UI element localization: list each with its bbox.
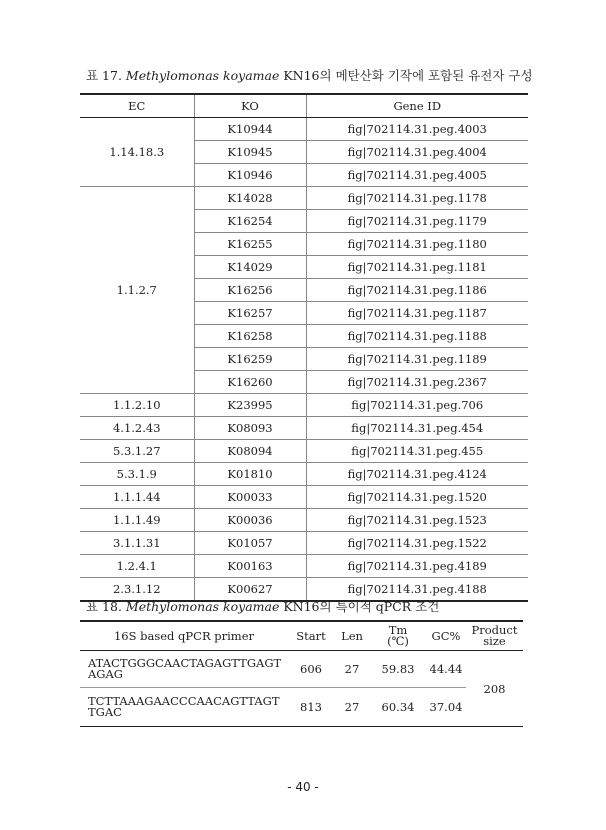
ko-cell: K16259 [194,348,306,371]
gene-id-cell: fig|702114.31.peg.1189 [306,348,528,371]
ec-cell: 3.1.1.31 [80,532,194,555]
ko-cell: K10946 [194,164,306,187]
start-cell: 813 [288,688,334,727]
ko-cell: K16258 [194,325,306,348]
ko-cell: K16256 [194,279,306,302]
ec-cell: 5.3.1.9 [80,463,194,486]
tm-cell: 59.83 [370,651,426,688]
table-row [80,532,528,555]
gene-id-cell: fig|702114.31.peg.4005 [306,164,528,187]
gene-id-cell: fig|702114.31.peg.4188 [306,578,528,602]
table-row [80,187,528,210]
gene-id-cell: fig|702114.31.peg.1181 [306,256,528,279]
table-row [80,417,528,440]
ko-cell: K14029 [194,256,306,279]
header-primer: 16S based qPCR primer [80,621,288,651]
caption-species: Methylomonas koyamae [125,68,280,83]
caption-species: Methylomonas koyamae [125,599,280,614]
ko-cell: K16260 [194,371,306,394]
table-row [80,118,528,141]
gene-id-cell: fig|702114.31.peg.4124 [306,463,528,486]
gene-id-cell: fig|702114.31.peg.1179 [306,210,528,233]
gene-id-cell: fig|702114.31.peg.1186 [306,279,528,302]
header-tm: Tm (℃) [370,621,426,651]
header-ko: KO [194,94,306,118]
table18-caption [86,597,439,615]
ec-cell: 1.1.1.44 [80,486,194,509]
ko-cell: K00033 [194,486,306,509]
ec-cell: 1.14.18.3 [80,118,194,187]
caption-suffix: KN16의 메탄산화 기작에 포함된 유전자 구성 [279,68,533,83]
header-start: Start [288,621,334,651]
table-row [80,463,528,486]
len-cell: 27 [334,651,370,688]
header-product-size: Product size [466,621,523,651]
header-gc: GC% [426,621,466,651]
caption-suffix: KN16의 특이적 qPCR 조건 [279,599,440,614]
gene-id-cell: fig|702114.31.peg.1520 [306,486,528,509]
gene-id-cell: fig|702114.31.peg.1523 [306,509,528,532]
ko-cell: K00627 [194,578,306,602]
gene-table [80,93,528,602]
header-row [80,94,528,118]
page-number: - 40 - [287,780,319,794]
gene-table-body [80,118,528,602]
header-gene-id: Gene ID [306,94,528,118]
gc-cell: 37.04 [426,688,466,727]
ko-cell: K08094 [194,440,306,463]
ko-cell: K10945 [194,141,306,164]
gene-id-cell: fig|702114.31.peg.1180 [306,233,528,256]
gene-id-cell: fig|702114.31.peg.4189 [306,555,528,578]
len-cell: 27 [334,688,370,727]
ko-cell: K00036 [194,509,306,532]
primer-sequence: TCTTAAAGAACCCAACAGTTAGT TGAC [80,688,288,727]
header-ec: EC [80,94,194,118]
ko-cell: K14028 [194,187,306,210]
table-row [80,555,528,578]
ec-cell: 1.1.2.10 [80,394,194,417]
primer-sequence: ATACTGGGCAACTAGAGTTGAGT AGAG [80,651,288,688]
start-cell: 606 [288,651,334,688]
ko-cell: K16255 [194,233,306,256]
table-row [80,394,528,417]
ec-cell: 1.2.4.1 [80,555,194,578]
gene-id-cell: fig|702114.31.peg.454 [306,417,528,440]
ec-cell: 4.1.2.43 [80,417,194,440]
gene-id-cell: fig|702114.31.peg.1522 [306,532,528,555]
gene-id-cell: fig|702114.31.peg.4003 [306,118,528,141]
caption-prefix: 표 17. [86,68,126,83]
header-len: Len [334,621,370,651]
tm-cell: 60.34 [370,688,426,727]
ec-cell: 1.1.2.7 [80,187,194,394]
ko-cell: K23995 [194,394,306,417]
gene-id-cell: fig|702114.31.peg.706 [306,394,528,417]
qpcr-table [80,620,523,727]
gene-id-cell: fig|702114.31.peg.2367 [306,371,528,394]
table-row [80,440,528,463]
ec-cell: 2.3.1.12 [80,578,194,602]
table-row [80,688,523,727]
table-row [80,651,523,688]
ko-cell: K16254 [194,210,306,233]
gc-cell: 44.44 [426,651,466,688]
ec-cell: 5.3.1.27 [80,440,194,463]
product-size-cell: 208 [466,651,523,727]
gene-id-cell: fig|702114.31.peg.1178 [306,187,528,210]
ko-cell: K00163 [194,555,306,578]
gene-id-cell: fig|702114.31.peg.4004 [306,141,528,164]
table17-caption [86,66,533,84]
gene-id-cell: fig|702114.31.peg.455 [306,440,528,463]
ec-cell: 1.1.1.49 [80,509,194,532]
table-row [80,509,528,532]
gene-id-cell: fig|702114.31.peg.1188 [306,325,528,348]
ko-cell: K01057 [194,532,306,555]
ko-cell: K16257 [194,302,306,325]
ko-cell: K10944 [194,118,306,141]
header-row [80,621,523,651]
table-row [80,486,528,509]
caption-prefix: 표 18. [86,599,126,614]
ko-cell: K08093 [194,417,306,440]
gene-id-cell: fig|702114.31.peg.1187 [306,302,528,325]
ko-cell: K01810 [194,463,306,486]
